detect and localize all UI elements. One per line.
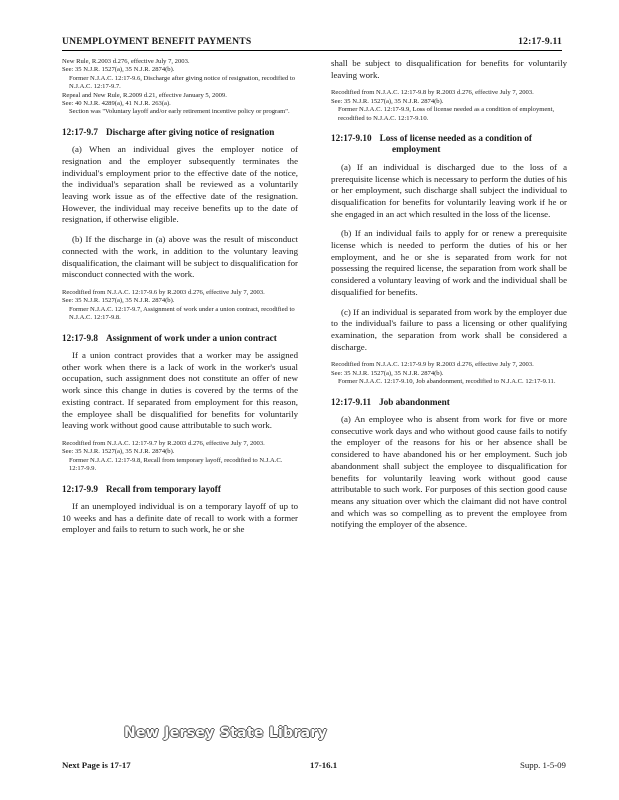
history-line: New Rule, R.2003 d.276, effective July 7, 2003. (62, 58, 190, 65)
section-heading-9-10 (331, 133, 567, 156)
section-history-notes (62, 289, 298, 323)
library-watermark: New Jersey State Library (124, 725, 328, 741)
history-line: Former N.J.A.C. 12:17-9.10, Job abandonment, recodified to N.J.A.C. 12:17-9.11. (338, 378, 556, 386)
section-number: 12:17-9.7 (62, 126, 98, 137)
history-line: See: 35 N.J.R. 1527(a), 35 N.J.R. 2874(b). (62, 448, 175, 456)
section-heading-9-11 (331, 397, 567, 408)
section-heading-9-9 (62, 484, 298, 495)
running-header (62, 34, 562, 51)
history-line: Former N.J.A.C. 12:17-9.8, Recall from temporary layoff, recodified to N.J.A.C. 12:17-9.9. (69, 456, 283, 473)
section-paragraph: If a union contract provides that a worker may be assigned other work when there is a lack of work in the worker's usual occupation, such assignment does not constitute an offer of new work since this change in duties is covered by the terms of the existing contract. If separated from employment for this reason, the employee shall be disqualified for benefits for voluntarily leaving work without good cause attributable to such work. (62, 350, 298, 431)
history-line: See: 35 N.J.R. 1527(a), 35 N.J.R. 2874(b). (331, 369, 444, 377)
header-section-code: 12:17-9.11 (518, 36, 562, 47)
history-line: Recodified from N.J.A.C. 12:17-9.8 by R.2003 d.276, effective July 7, 2003. (331, 89, 534, 97)
section-history-notes (331, 89, 567, 123)
history-line: Recodified from N.J.A.C. 12:17-9.9 by R.2003 d.276, effective July 7, 2003. (331, 361, 534, 369)
section-title-continued: employment (392, 144, 441, 155)
history-line: See: 40 N.J.R. 4289(a), 41 N.J.R. 263(a). (62, 100, 171, 108)
header-title: UNEMPLOYMENT BENEFIT PAYMENTS (62, 36, 252, 47)
section-title: Job abandonment (379, 396, 450, 407)
footer-next-page: Next Page is 17-17 (62, 760, 131, 770)
section-heading-9-7 (62, 127, 298, 138)
section-title: Discharge after giving notice of resignation (105, 126, 275, 137)
section-title: Recall from temporary layoff (105, 483, 221, 494)
section-history-notes (62, 440, 298, 474)
history-line: See: 35 N.J.R. 1527(a), 35 N.J.R. 2874(b). (331, 97, 444, 105)
history-line: Recodified from N.J.A.C. 12:17-9.7 by R.2003 d.276, effective July 7, 2003. (62, 439, 265, 447)
continued-paragraph: shall be subject to disqualification for benefits for voluntarily leaving work. (331, 58, 567, 80)
right-column (331, 58, 567, 539)
section-paragraph: (c) If an individual is separated from work by the employer due to the individual's failure to pass a licensing or other qualifying examination, the separation from work shall be considered a discharge. (331, 306, 567, 352)
top-history-notes (62, 58, 298, 117)
history-line: See: 35 N.J.R. 1527(a), 35 N.J.R. 2874(b). (62, 297, 175, 305)
section-paragraph: (a) When an individual gives the employer notice of resignation and the employer subsequently terminates the individual's employment prior to the effective date of the notice, the individual's separation shall be reviewed as a voluntarily leaving work issue as of the effective date of the resignation. However, the individual may receive benefits up to the date of resignation, if otherwise eligible. (62, 144, 298, 225)
section-paragraph: (a) An employee who is absent from work for five or more consecutive work days and who without good cause fails to notify the employer of the reasons for his or her absence shall be considered to have abandoned his or her employment. Such job abandonment shall subject the employee to disqualification for benefits for voluntarily leaving work without good cause attributable to such work. For purposes of this section good cause means any situation over which the claimant did not have control and which was so compelling as to prevent the employee from notifying the employer of the absence. (331, 414, 567, 530)
left-column (62, 58, 298, 544)
section-paragraph: (b) If the discharge in (a) above was the result of misconduct connected with the work, in addition to the voluntary leaving disqualification, the claimant will be subject to disqualification for misconduct connected with the work. (62, 234, 298, 280)
history-line: Former N.J.A.C. 12:17-9.6, Discharge after giving notice of resignation, recodified to N.J.A.C. 12:17-9.7. (69, 74, 296, 91)
section-title: Assignment of work under a union contract (105, 332, 277, 343)
history-line: See: 35 N.J.R. 1527(a), 35 N.J.R. 2874(b). (62, 66, 175, 74)
section-paragraph: (a) If an individual is discharged due to the loss of a prerequisite license which is necessary to perform the duties of his or her employment, such discharge shall subject the individual to disqualification for benefits for voluntarily leaving work if he or she engaged in an act which resulted in the loss of the license. (331, 161, 567, 219)
history-line: Repeal and New Rule, R.2009 d.21, effective January 5, 2009. (62, 91, 227, 99)
section-paragraph: (b) If an individual fails to apply for or renew a prerequisite license which is needed to perform the duties of his or her employment, and he or she is separated from work for not possessing the required license, the separation from work shall be considered a voluntary leaving of work and the individual shall be disqualified for benefits. (331, 228, 567, 297)
history-line: Section was "Voluntary layoff and/or early retirement incentive policy or program". (69, 108, 290, 116)
footer-page-number: 17-16.1 (310, 760, 338, 770)
history-line: Former N.J.A.C. 12:17-9.9, Loss of license needed as a condition of employment, recodified to N.J.A.C. 12:17-9.10. (338, 106, 555, 122)
section-number: 12:17-9.9 (62, 483, 98, 494)
history-line: Former N.J.A.C. 12:17-9.7, Assignment of work under a union contract, recodified to N.J.A.C. 12:17-9.8. (69, 305, 295, 322)
history-line: Recodified from N.J.A.C. 12:17-9.6 by R.2003 d.276, effective July 7, 2003. (62, 288, 265, 296)
section-heading-9-8 (62, 333, 298, 344)
section-number: 12:17-9.11 (331, 396, 372, 407)
footer-supplement: Supp. 1-5-09 (520, 760, 566, 770)
section-title: Loss of license needed as a condition of (379, 133, 532, 144)
section-number: 12:17-9.10 (331, 133, 372, 144)
section-number: 12:17-9.8 (62, 332, 98, 343)
section-paragraph: If an unemployed individual is on a temporary layoff of up to 10 weeks and has a definite date of recall to work with a former employer and fails to return to such work, he or she (62, 500, 298, 535)
section-history-notes (331, 361, 567, 386)
